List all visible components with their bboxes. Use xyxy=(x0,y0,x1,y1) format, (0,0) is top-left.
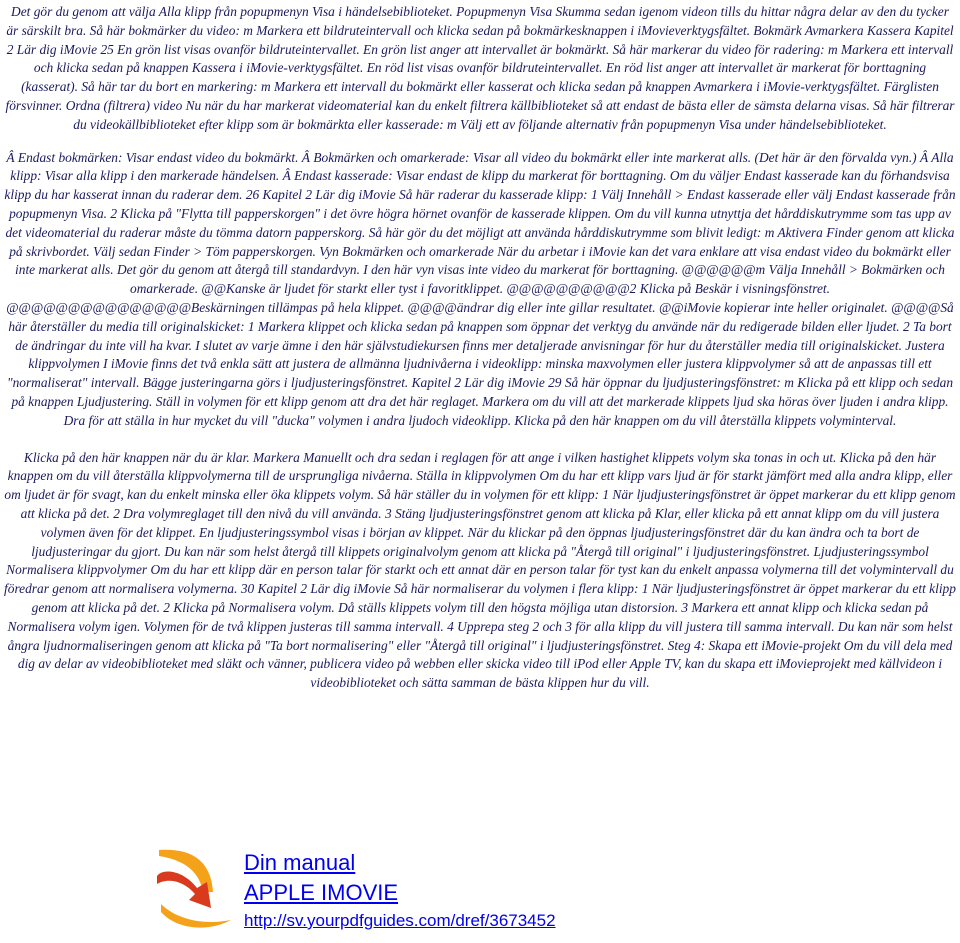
pdf-swoosh-icon xyxy=(153,846,235,932)
link-apple-imovie[interactable]: APPLE IMOVIE xyxy=(244,880,399,905)
link-din-manual[interactable]: Din manual xyxy=(244,850,356,875)
text-paragraph-3: Klicka på den här knappen när du är klar. Markera Manuellt och dra sedan i reglagen för att ange i vilken hastighet klippets volym ska tonas in och ut. Klicka på den här knappen om du vill återställa klippvolymerna till de ursprungliga nivåerna. Ställa in klippvolymen Om du har ett klipp vars ljud är för starkt jämfört med alla andra klipp, eller om ljudet är för svagt, kan du enkelt minska eller öka klippets volym. Så här ställer du in volymen för ett klipp: 1 När ljudjusteringsfönstret är öppet markerar du ett klipp genom att klicka på det. 2 Dra volymreglaget till den nivå du vill använda. 3 Stäng ljudjusteringsfönstret genom att klicka på Klar, eller klicka på ett annat klipp om du vill justera volymen även för det klippet. En ljudjusteringssymbol visas i början av klippet. När du klickar på den öppnas ljudjusteringsfönstret där du kan ändra och ta bort de ljudjusteringar du gjort. Du kan när som helst återgå till klippets originalvolym genom att klicka på "Återgå till original" i ljudjusteringsfönstret. Ljudjusteringssymbol Normalisera klippvolymer Om du har ett klipp där en person talar för starkt och ett annat där en person talar för tyst kan du enkelt anpassa volymerna till det volymintervall du föredrar genom att normalisera volymerna. 30 Kapitel 2 Lär dig iMovie Så här normaliserar du volymen i flera klipp: 1 När ljudjusteringsfönstret är öppet markerar du ett klipp genom att klicka på det. 2 Klicka på Normalisera volym. Då ställs klippets volym till den högsta möjliga utan distorsion. 3 Markera ett annat klipp och klicka sedan på Normalisera volym igen. Volymen för de två klippen justeras till samma intervall. 4 Upprepa steg 2 och 3 för alla klipp du vill justera till samma intervall. Du kan när som helst ångra ljudnormaliseringen genom att klicka på "Ta bort normalisering" eller "Återgå till original" i ljudjusteringsfönstret. Steg 4: Skapa ett iMovie-projekt Om du vill dela med dig av delar av videobiblioteket med släkt och vänner, publicera video på webben eller skicka video till iPod eller Apple TV, kan du skapa ett iMovieprojekt med källvideon i videobiblioteket och sätta samman de bästa klippen hur du vill. xyxy=(4,449,956,691)
link-url[interactable]: http://sv.yourpdfguides.com/dref/3673452 xyxy=(244,911,556,930)
text-paragraph-2: Â Endast bokmärken: Visar endast video du bokmärkt. Â Bokmärken och omarkerade: Visar all video du bokmärkt eller inte markerat alls. (Det här är den förvalda vyn.) Â Alla klipp: Visar alla klipp i den markerade händelsen. Â Endast kasserade: Visar endast de klipp du markerat för borttagning. Om du väljer Endast kasserade kan du förhandsvisa klipp du har kasserat innan du raderar dem. 26 Kapitel 2 Lär dig iMovie Så här raderar du kasserade klipp: 1 Välj Innehåll > Endast kasserade eller välj Endast kasserade från popupmenyn Visa. 2 Klicka på "Flytta till papperskorgen" i det övre högra hörnet ovanför de kasserade klippen. Om du vill kunna utnyttja det hårddiskutrymme som tas upp av det videomaterial du raderar måste du tömma datorn papperskorg. Så här gör du det möjligt att använda hårddiskutrymme som blivit ledigt: m Aktivera Finder genom att klicka på skrivbordet. Välj sedan Finder > Töm papperskorgen. Vyn Bokmärken och omarkerade När du arbetar i iMovie kan det vara enklare att visa endast video du bokmärkt eller inte markerat alls. Det gör du genom att återgå till standardvyn. I den här vyn visas inte video du markerat för borttagning. @@@@@@m Välja Innehåll > Bokmärken och omarkerade. @@Kanske är ljudet för starkt eller tyst i favoritklippet. @@@@@@@@@@2 Klicka på Beskär i visningsfönstret. @@@@@@@@@@@@@@@Beskärningen tillämpas på hela klippet. @@@@ändrar dig eller inte gillar resultatet. @@iMovie kopierar inte heller originalet. @@@@Så här återställer du media till originalskicket: 1 Markera klippet och klicka sedan på knappen som öppnar det verktyg du använde när du redigerade bilden eller ljudet. 2 Ta bort de ändringar du inte vill ha kvar. I slutet av varje ämne i den här självstudiekursen finns mer detaljerade anvisningar för hur du återställer media till originalskicket. Justera klippvolymen I iMovie finns det två enkla sätt att justera de allmänna ljudnivåerna i videoklipp: minska maxvolymen eller justera klippvolymer så att de anpassas till ett "normaliserat" intervall. Bägge justeringarna görs i ljudjusteringsfönstret. Kapitel 2 Lär dig iMovie 29 Så här öppnar du ljudjusteringsfönstret: m Klicka på ett klipp och sedan på knappen Ljudjustering. Ställ in volymen för ett klipp genom att dra det här reglaget. Markera om du vill att det markerade klippets ljud ska höras över ljuden i andra klipp. Dra för att ställa in hur mycket du vill "ducka" volymen i andra ljudoch videoklipp. Klicka på den här knappen om du vill återställa klippets volyminterval. xyxy=(4,149,956,428)
footer-links xyxy=(244,848,556,934)
text-paragraph-1: Det gör du genom att välja Alla klipp från popupmenyn Visa i händelsebiblioteket. Popupmenyn Visa Skumma sedan igenom videon tills du hittar några delar av den du tycker är särskilt bra. Så här bokmärker du video: m Markera ett bildruteintervall och klicka sedan på bokmärkesknappen i iMovieverktygsfältet. Bokmärk Avmarkera Kassera Kapitel 2 Lär dig iMovie 25 En grön list visas ovanför bildruteintervallet. En grön list anger att intervallet är bokmärkt. Så här markerar du video för radering: m Markera ett intervall och klicka sedan på knappen Kassera i iMovie-verktygsfältet. En röd list visas ovanför bildruteintervallet. En röd list anger att intervallet är markerat för borttagning (kasserat). Så här tar du bort en markering: m Markera ett intervall du bokmärkt eller kasserat och klicka sedan på knappen Avmarkera i iMovie-verktygsfältet. Färglisten försvinner. Ordna (filtrera) video Nu när du har markerat videomaterial kan du enkelt filtrera källbiblioteket så att endast de bästa eller de sämsta delarna visas. Så här filtrerar du videokällbiblioteket efter klipp som är bokmärkta eller kasserade: m Välj ett av följande alternativ från popupmenyn Visa under händelsebiblioteket. xyxy=(5,4,955,132)
footer xyxy=(0,842,960,942)
